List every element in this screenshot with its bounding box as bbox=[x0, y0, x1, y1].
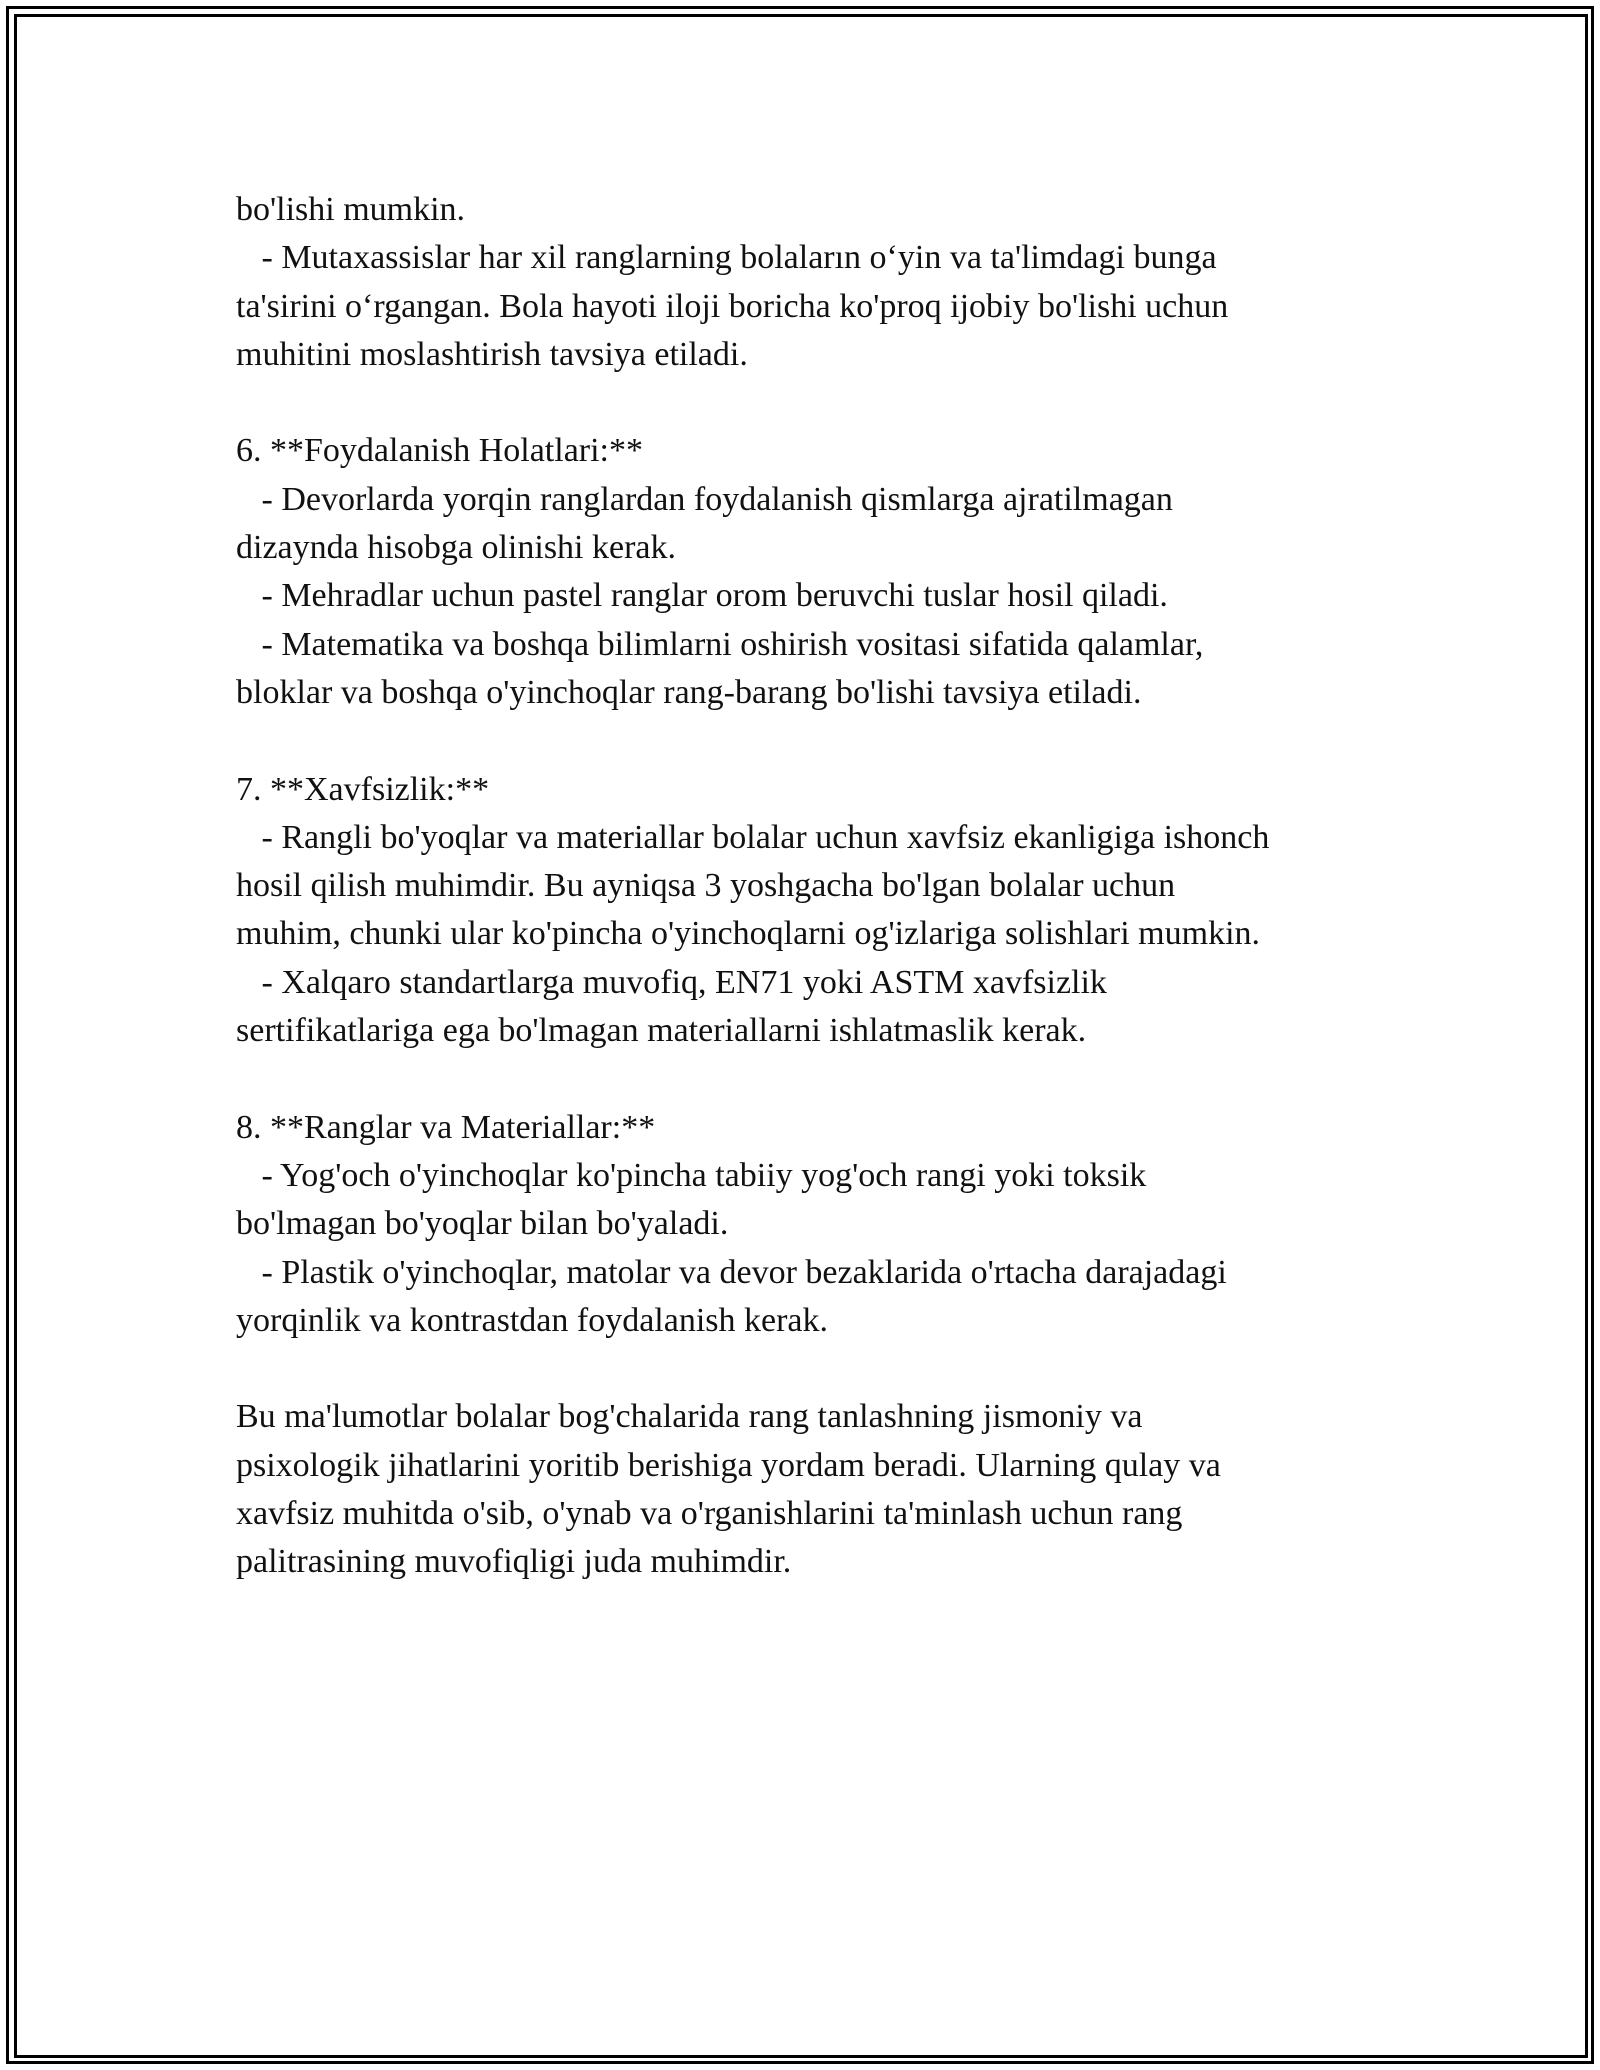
text-line: muhitini moslashtirish tavsiya etiladi. bbox=[236, 335, 748, 373]
text-line: palitrasining muvofiqligi juda muhimdir. bbox=[236, 1543, 792, 1581]
text-line: hosil qilish muhimdir. Bu ayniqsa 3 yoshgacha bo'lgan bolalar uchun bbox=[236, 867, 1176, 905]
paragraph-spacer bbox=[236, 1345, 1386, 1393]
document-body bbox=[236, 186, 1386, 1587]
text-line: - Mehradlar uchun pastel ranglar orom beruvchi tuslar hosil qiladi. bbox=[236, 577, 1168, 615]
text-line: ta'sirini o‘rgangan. Bola hayoti iloji boricha ko'proq ijobiy bo'lishi uchun bbox=[236, 287, 1229, 325]
text-line: bloklar va boshqa o'yinchoqlar rang-barang bo'lishi tavsiya etiladi. bbox=[236, 673, 1142, 711]
section-heading: 8. **Ranglar va Materiallar:** bbox=[236, 1108, 656, 1146]
text-line: - Devorlarda yorqin ranglardan foydalanish qismlarga ajratilmagan bbox=[236, 480, 1173, 518]
text-line: - Mutaxassislar har xil ranglarning bolaların o‘yin va ta'limdagi bunga bbox=[236, 239, 1217, 277]
section-6-foydalanish-holatlari bbox=[236, 427, 1386, 717]
paragraph-intro-continuation bbox=[236, 186, 1386, 379]
paragraph-spacer bbox=[236, 379, 1386, 427]
paragraph-spacer bbox=[236, 717, 1386, 765]
section-heading: 7. **Xavfsizlik:** bbox=[236, 770, 490, 808]
text-line: - Plastik o'yinchoqlar, matolar va devor bezaklarida o'rtacha darajadagi bbox=[236, 1253, 1227, 1291]
text-line: - Matematika va boshqa bilimlarni oshirish vositasi sifatida qalamlar, bbox=[236, 625, 1204, 663]
text-line: muhim, chunki ular ko'pincha o'yinchoqlarni og'izlariga solishlari mumkin. bbox=[236, 915, 1261, 953]
paragraph-spacer bbox=[236, 1055, 1386, 1103]
section-heading: 6. **Foydalanish Holatlari:** bbox=[236, 432, 644, 470]
text-line: xavfsiz muhitda o'sib, o'ynab va o'rganishlarini ta'minlash uchun rang bbox=[236, 1495, 1183, 1533]
text-line: - Yog'och o'yinchoqlar ko'pincha tabiiy yog'och rangi yoki toksik bbox=[236, 1156, 1147, 1194]
text-line: yorqinlik va kontrastdan foydalanish kerak. bbox=[236, 1301, 829, 1339]
text-line: psixologik jihatlarini yoritib berishiga yordam beradi. Ularning qulay va bbox=[236, 1446, 1221, 1484]
section-7-xavfsizlik bbox=[236, 766, 1386, 1056]
text-line: - Rangli bo'yoqlar va materiallar bolalar uchun xavfsiz ekanligiga ishonch bbox=[236, 818, 1270, 856]
text-line: bo'lmagan bo'yoqlar bilan bo'yaladi. bbox=[236, 1205, 729, 1243]
text-line: - Xalqaro standartlarga muvofiq, EN71 yoki ASTM xavfsizlik bbox=[236, 963, 1107, 1001]
text-line: Bu ma'lumotlar bolalar bog'chalarida rang tanlashning jismoniy va bbox=[236, 1398, 1143, 1436]
text-line: dizaynda hisobga olinishi kerak. bbox=[236, 529, 677, 567]
paragraph-conclusion bbox=[236, 1393, 1386, 1586]
text-line: sertifikatlariga ega bo'lmagan materiallarni ishlatmaslik kerak. bbox=[236, 1012, 1087, 1050]
text-line: bo'lishi mumkin. bbox=[236, 191, 466, 228]
section-8-ranglar-va-materiallar bbox=[236, 1104, 1386, 1345]
